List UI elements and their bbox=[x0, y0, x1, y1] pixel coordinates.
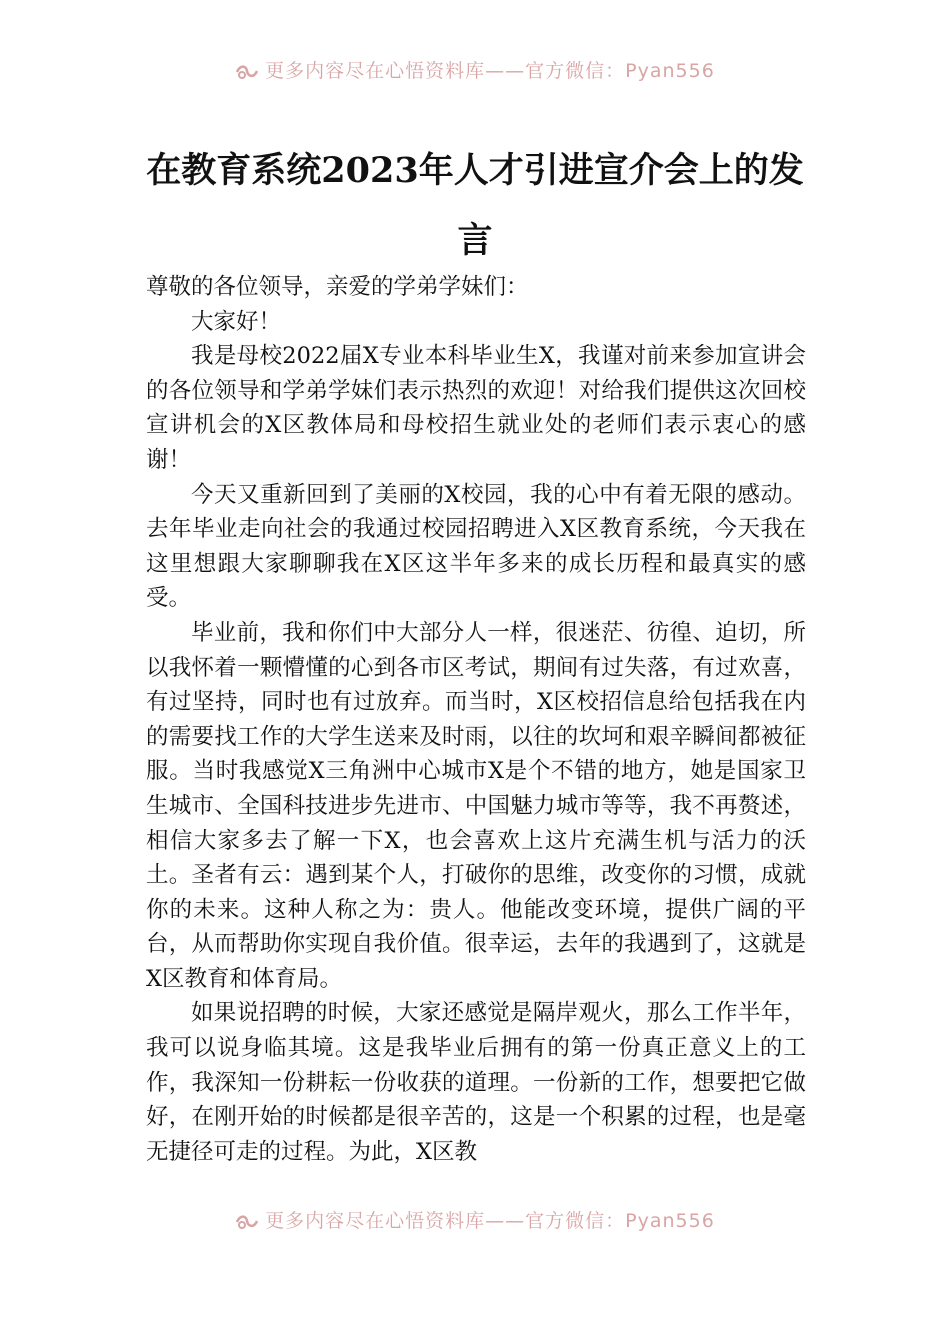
salutation: 尊敬的各位领导，亲爱的学弟学妹们： bbox=[146, 274, 529, 300]
watermark-text: 更多内容尽在心悟资料库——官方微信：Pyan556 bbox=[265, 60, 715, 82]
paragraph: 我是母校2022届X专业本科毕业生X，我谨对前来参加宣讲会的各位领导和学弟学妹们表示热烈的欢迎！对给我们提供这次回校宣讲机会的X区教体局和母校招生就业处的老师们表示衷心的感谢！ bbox=[146, 343, 806, 473]
logo-icon bbox=[235, 63, 259, 81]
logo-icon bbox=[235, 1213, 259, 1231]
paragraph: 大家好！ bbox=[191, 308, 282, 335]
document-body bbox=[146, 270, 806, 1169]
paragraph: 毕业前，我和你们中大部分人一样，很迷茫、彷徨、迫切，所以我怀着一颗懵懂的心到各市区考试，期间有过失落，有过欢喜，有过坚持，同时也有过放弃。而当时，X区校招信息给包括我在内的需要找工作的大学生送来及时雨，以往的坎坷和艰辛瞬间都被征服。当时我感觉X三角洲中心城市X是个不错的地方，她是国家卫生城市、全国科技进步先进市、中国魅力城市等等，我不再赘述，相信大家多去了解一下X，也会喜欢上这片充满生机与活力的沃土。圣者有云：遇到某个人，打破你的思维，改变你的习惯，成就你的未来。这种人称之为：贵人。他能改变环境，提供广阔的平台，从而帮助你实现自我价值。很幸运，去年的我遇到了，这就是X区教育和体育局。 bbox=[146, 619, 806, 992]
watermark-text: 更多内容尽在心悟资料库——官方微信：Pyan556 bbox=[265, 1210, 715, 1232]
document-title: 在教育系统2023年人才引进宣介会上的发言 bbox=[146, 150, 804, 261]
paragraph: 今天又重新回到了美丽的X校园，我的心中有着无限的感动。去年毕业走向社会的我通过校园招聘进入X区教育系统，今天我在这里想跟大家聊聊我在X区这半年多来的成长历程和最真实的感受。 bbox=[146, 481, 806, 612]
watermark-header bbox=[0, 56, 950, 83]
watermark-footer bbox=[0, 1206, 950, 1233]
paragraph: 如果说招聘的时候，大家还感觉是隔岸观火，那么工作半年，我可以说身临其境。这是我毕业后拥有的第一份真正意义上的工作，我深知一份耕耘一份收获的道理。一份新的工作，想要把它做好，在刚开始的时候都是很辛苦的，这是一个积累的过程，也是毫无捷径可走的过程。为此，X区教 bbox=[146, 1000, 806, 1165]
